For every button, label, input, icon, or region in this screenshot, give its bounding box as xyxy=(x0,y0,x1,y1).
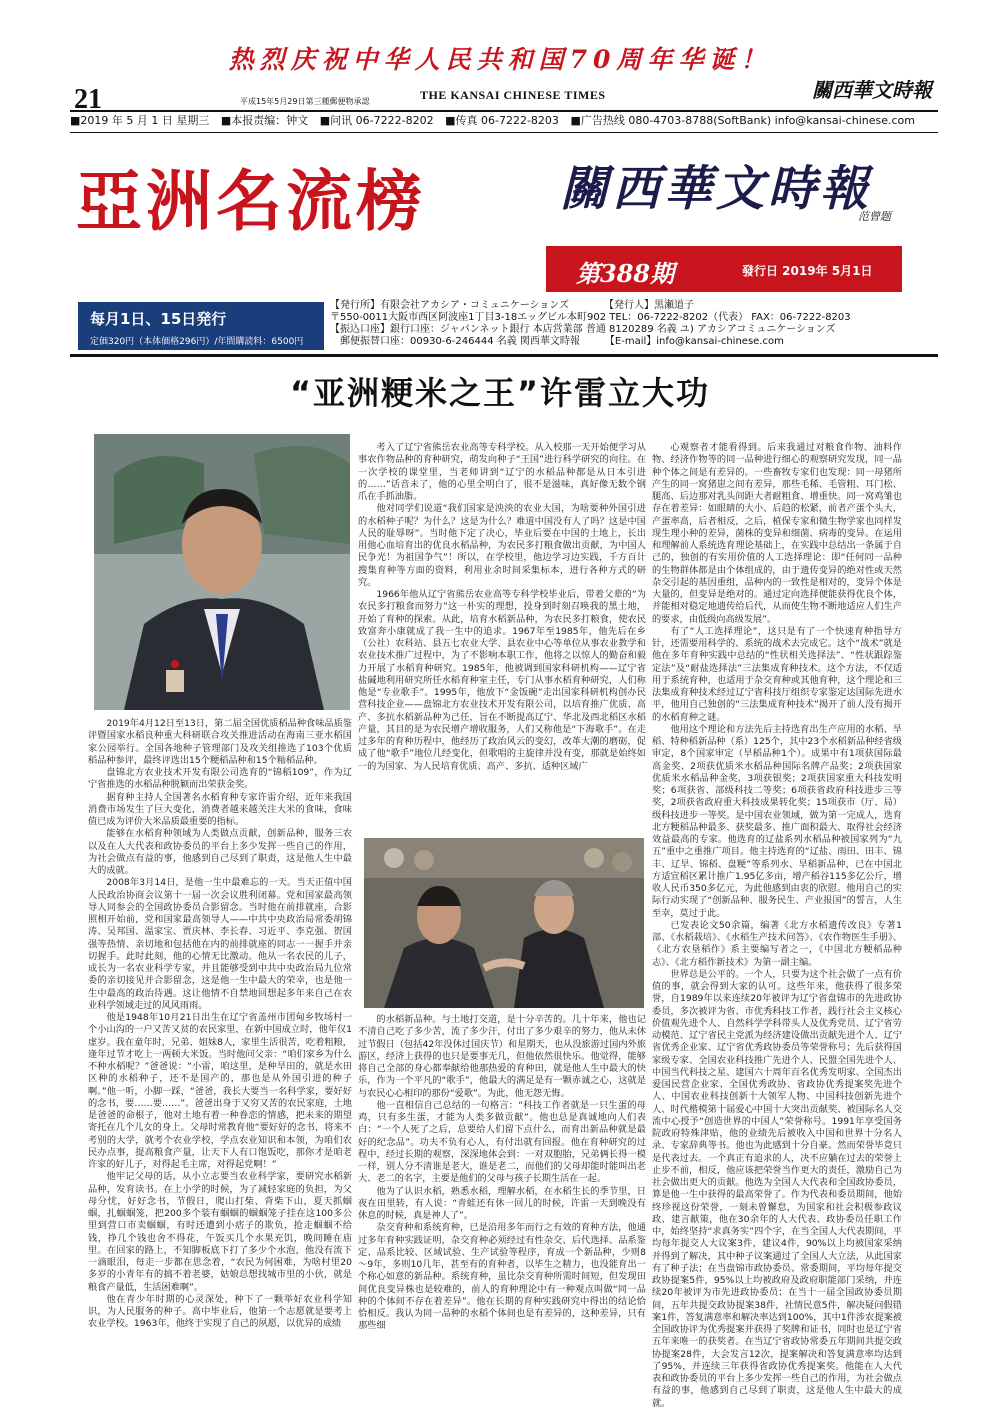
celebration-banner: 热烈庆祝中华人民共和国70周年华诞！ xyxy=(228,45,772,74)
paragraph: 他用这个理论和方法先后主持选育出生产应用的水稻、旱稻、特种稻新品种（系）125个，其中23个水稻新品种经省级审定，8个国家审定（旱稻品种1个）。成果中有1项获国际最高金奖、2项获优质米水稻品种国际名牌产品奖；2项获国家优质米水稻品种金奖，3项获银奖；2项获国家重大科技发明奖；6项获省、部级科技二等奖；6项获省政府科技进步三等奖，2项获省政府重大科技成果转化奖；15项获市（厅、局）级科技进步一等奖。是中国农业领域，做为第一完成人，选育北方粳稻品种最多、获奖最多、推广面积最大、取得社会经济效益最高的专家。他选育的辽盐系列水稻品种被国家列为“九五”重中之重推广项目。他主持选育的“辽盐、雨田、田丰、锦丰、辽旱、锦稻、盘粳”等系列水、旱稻新品种，已在中国北方适宜稻区累计推广1.95亿多亩，增产稻谷115多亿公斤，增收人民币350多亿元，为此他感到由衷的欣慰。他用自己的实际行动实现了“创新品种、服务民生、产业报国”的誓言，人生至幸，莫过于此。 xyxy=(652,723,902,919)
paragraph: 他对同学们说道“我们国家是泱泱的农业大国，为啥要种外国引进的水稻种子呢？为什么？这是为什么？难道中国没有人了吗？这是中国人民的耻辱呀”。当时他下定了决心，毕业后要在中国的土地上，长出用他心血培育出的优良水稻品种，为农民多打粮食做出贡献，为中国人民争光！为祖国争气”！所以，在学校里，他边学习边实践，千方百计搜集育种等方面的资料，利用业余时间采集标本，进行各种方式的研究。 xyxy=(358,503,646,588)
article-column-2 xyxy=(358,442,646,834)
page-number: 21 xyxy=(74,84,102,115)
paragraph: 他牢记父母的话，从小立志要当农业科学家，要研究水稻新品种，发育读书。在上小学的时候，为了减轻家庭的负担，为父母分忧，好好念书，节假日，爬山打柴、背柴下山，夏天抓蝈蝈，扎蝈蝈笼，把200多个装有蝈蝈的蝈蝈笼子挂在这100多公里到营口市卖蝈蝈，有时还遭到小痞子的欺负，抢走蝈蝈不给钱，挣几个钱也舍不得花，午饭买几个水果充饥，晚间睡在庙里。在回家的路上，不知脚板底下打了多少个水泡，他没有流下一滴眼泪，每走一步都在思念着，“农民为何困难，为啥村里20多岁的小青年有的搞不着老婆，姑娘总想找城市里的小伙，就是粮食产量低，生活困难啊”。 xyxy=(88,1171,352,1293)
paragraph: 心观察者才能看得到。后来我通过对粮食作物、油料作物、经济作物等的同一品种进行细心的观察研究发现，同一品种个体之间是有差异的。一些畜牧专家们也发现：同一母猪所产生的同一窝猪崽之间有差异，那些毛稀、毛管粗、耳门松、腿高、后边那对乳头间距大者耐粗食、增重快。同一窝鸡雏也存在着差异：如眼睛的大小、后趋的松紧，前者产蛋个头大，产蛋率高，后者相反，之后，植保专家和微生物学家也同样发现生理小种的差异，菌株的变异和细菌、病毒的变异。在运用和理解前人系统选育理论基础上，在实践中总结出一条属于自己的，独创的有实用价值的人工选择理论：即“任何同一品种的生物群体都是由个体组成的，由于遗传变异的绝对性或天然杂交引起的基因重组，品种内的一致性是相对的，变异个体是大量的，但变异是绝对的。通过定向选择便能获得优良个体，并能相对稳定地遗传给后代，从而使生物不断地适应人们生产的要求，由低级向高级发展”。 xyxy=(652,442,902,625)
paragraph: 盘锦北方农业技术开发有限公司选育的“锦稻109”，作为辽宁省推选的水稻品种脱颖而出荣获金奖。 xyxy=(88,767,352,791)
paragraph: 已发表论文50余篇，编著《北方水稻遗传改良》专著1部、《水稻栽培》、《水稻生产技术问答》、《农作物医生手册》、《北方农垦稻作》系主要编写者之一，《中国北方粳稻品种志》、《北方稻作新技术》为第一副主编。 xyxy=(652,919,902,968)
divider xyxy=(70,132,938,133)
paragraph: 1966年他从辽宁省熊岳农业高等专科学校毕业后，带着父辈的“为农民多打粮食而努力”这一朴实的理想，投身到时刻召唤我的黑土地，开始了育种的探索。从此，培育水稻新品种，为农民多打粮食，使农民致富奔小康就成了我一生中的追求。1967年至1985年，他先后在乡（公社）农科站、县五七农业大学、县农业中心等单位从事农业教学和农业技术推广过程中，为了不影响本职工作，他将之以惊人的勤奋和毅力开展了水稻育种研究。1985年，他被调到国家科研机构——辽宁省盐碱地利用研究所任水稻育种室主任，专门从事水稻育种研究，人们称他是“专业歌手”。1995年，他放下“金饭碗”走出国家科研机构创办民营科技企业——盘锦北方农业技术开发有限公司，以培育推广优质、高产、多抗水稻新品种为己任，旨在不断提高辽宁、华北及西北稻区水稻产量，其目的是为农民增产增收服务，人们又称他是“下海歌手”。在走过多年的育种历程中，他经历了政治风云的变幻，改革大潮的磨砺，促成了他“歌手”地位几经变化，但歌唱的主旋律并没有变，那就是始终如一的为国家、为人民培育优质、高产、多抗、适种区域广 xyxy=(358,589,646,772)
issue-number: 第388期 xyxy=(576,259,675,288)
inquiry-info: ■问讯 06-7222-8202 xyxy=(319,114,434,127)
postal-permit: 平成15年5月29日第三種郵便物承認 xyxy=(240,97,370,106)
column-title: 亞洲名流榜 xyxy=(76,162,426,240)
masthead-name: 關西華文時報 xyxy=(560,161,873,217)
article-column-4 xyxy=(652,442,902,1409)
paragraph: 他一直相信自己总结的一句格言：“科技工作者就是一只生蛋的母鸡，只有多生蛋，才能为人类多做贡献”。他也总是真诚地向人们表白：“一个人死了之后，总要给人们留下点什么，而育出新品种就是最好的纪念品”。功夫不负有心人，有付出就有回报。他在育种研究的过程中，经过长期的观察，深深地体会到：一对双胞胎，兄弟俩长得一模一样，别人分不清谁是老大，谁是老二，而他们的父母却能时能叫出老大、老二的名字，主要是他们的父母与孩子长期生活在一起。 xyxy=(358,1099,646,1185)
meeting-illustration xyxy=(364,838,644,1008)
paragraph: 能够在水稻育种领域为人类做点贡献，创新品种，服务三农以及在人大代表和政协委员的平台上多少发挥一些自己的作用，为社会做点有益的事，他感到自己尽到了职责，这是他人生中最大的成就。 xyxy=(88,828,352,876)
paragraph: 他在青少年时期的心灵深处，种下了一颗举好农业科学知识，为人民服务的种子。高中毕业后，他第一个志愿就是要考上农业学校。1963年，他终于实现了自己的夙愿，以优异的成绩 xyxy=(88,1293,352,1330)
paragraph: 世界总是公平的。一个人，只要为这个社会做了一点有价值的事，就会得到大家的认可。这些年来，他获得了很多荣誉，自1989年以来连续20年被评为辽宁省盘锦市的先进政协委员，多次被评为省、市优秀科技工作者，践行社会主义核心价值观先进个人、自然科学学科带头人及优秀党员、辽宁省劳动模范、辽宁省民主党派为经济建设做出贡献先进个人、辽宁省优秀企业家、辽宁省优秀政协委员等荣誉称号；先后获得国家级专家、全国农业科技推广先进个人、民盟全国先进个人、中国当代科技之星、建国六十周年百名优秀发明家、全国杰出爱国民营企业家、全国优秀政协、省政协优秀提案奖先进个人、中国农业科技创新十大领军人物、中国科技创新先进个人、时代楷模第十届爱心中国十大突出贡献奖、被国际名人交流中心授予“创造世界的中国人”荣誉称号。1991年享受国务院政府特殊津贴，他的业绩先后被收入中国和世界十分名人录、专家辞典等书。他也为此感到十分自豪。然而荣誉毕竟只是代表过去。一个真正有追求的人，决不应躺在过去的荣誉上止步不前，相反，他应该把荣誉当作更大的责任，激励自己为社会做出更大的贡献。他选为全国人大代表和全国政协委员，算是他一生中获得的最高荣誉了。作为代表和委员期间，他始终珍视这份荣誉，一刻未曾懈怠，为国家和社会积极参政议政、建言献策，他在30余年的人大代表、政协委员任职工作中，始终坚持“求真务实”四个字，在当全国人大代表期间，平均每年提交人大议案3件，建议4件，90%以上均被国家采纳并得到了解决，其中种子议案通过了全国人大立法，从此国家有了种子法；在当盘锦市政协委员、常委期间，平均每年提交政协提案5件，95%以上均被政府及政府职能部门采纳，并连续20年被评为市先进政协委员；在当十一届全国政协委员期间，五年共提交政协提案38件，社情民意5件，解决疑问假错案1件，答复满意率和解决率达到100%，其中1件涉农提案被全国政协评为优秀提案并获得了奖牌和证书，同时也是辽宁省五年来唯一的获奖者。在当辽宁省政协常委五年期间共提交政协提案28件，大会发言12次，提案解决和答复满意率均达到了95%，并连续三年获得省政协优秀提案奖。他能在人大代表和政协委员的平台上多少发挥一些自己的作用，为社会做点有益的事，他感到自己尽到了职责，这是他人生中最大的成就。 xyxy=(652,968,902,1409)
publisher-info xyxy=(330,300,930,348)
issue-date-info: ■2019 年 5 月 1 日 星期三 xyxy=(70,114,210,127)
article-column-3 xyxy=(358,1014,646,1358)
article-headline: “亚洲粳米之王”许雷立大功 xyxy=(289,374,711,412)
paragraph: 据育种主持人全国著名水稻育种专家许雷介绍，近年来我国消费市场发生了巨大变化，消费者越来越关注大米的食味，食味值已成为评价大米品质最重要的指标。 xyxy=(88,791,352,827)
article-column-1 xyxy=(88,718,352,1358)
publisher-line: 【発行所】有限会社アカシア・コミュニケーションズ 【発行人】黒瀬道子 xyxy=(330,300,694,311)
paragraph: 他是1948年10月21日出生在辽宁省盖州市团甸乡牧场村一个小山沟的一户又苦又贫的农民家里，在新中国成立时，他年仅1虚岁。我在童年时，兄弟、姐妹8人，家里生活很苦，吃着粗粮，逢年过节才吃上一两顿大米饭。当时他问父亲：“咱们家乡为什么不种水稻呢？”爸爸说：“小雷，咱这里，是种旱田的，就是水田区种的水稻种子，还不是国产的，那也是从外国引进的种子啊。”他一听，小脚一踩，“爸爸，我长大要当一名科学家，要好好的念书，要……要……”。爸爸出身于又穷又苦的农民家庭，土地是爸爸的命根子，他对土地有着一种眷恋的情感，把未来的期望寄托在几个儿女的身上。父母时常教育他“要好好的念书，将来不考别的大学，就考个农业学校，学点农业知识和本领，为咱们农民办点事，提高粮食产量，让天下人有口饱饭吃，那你才是咱老许家的好儿子，对得起毛主席，对得起党啊！” xyxy=(88,1012,352,1170)
ad-hotline-info: ■广告热线 080-4703-8788(SoftBank) info@kansai-chinese.com xyxy=(570,114,915,127)
publication-price: 定価320円（本体価格296円）/年間購読料：6500円 xyxy=(90,337,304,347)
paragraph: 有了“人工选择理论”，这只是有了一个快速育种指导方针，还需要用科学的、系统的战术去完成它。这个“战术”就是他在多年育种实践中总结的“性状相关选择法”、“性状跟踪鉴定法”及“耐盐选择法”三法集成育种技术。这个方法，不仅适用于系统育种，也适用于杂交育种或其他育种，这个理论和三法集成育种技术经过辽宁省科技厅组织专家鉴定达国际先进水平，他用自己独创的“三法集成育种技术”揭开了前人没有揭开的水稻育种之谜。 xyxy=(652,625,902,723)
fax-info: ■传真 06-7222-8203 xyxy=(445,114,559,127)
issue-date: 發行日 2019年 5月1日 xyxy=(742,264,873,278)
paragraph: 2019年4月12日至13日，第二届全国优质稻品种食味品质鉴评暨国家水稻良种重大科研联合攻关推进活动在海南三亚水稻国家公园举行。全国各地种子管理部门及攻关组推选了103个优质稻品种参评，最终评选出15个粳稻品种和15个籼稻品种。 xyxy=(88,718,352,766)
meeting-photo xyxy=(364,838,644,1008)
paragraph: 的水稻新品种。与土地打交道，是十分辛苦的。几十年来，他也记不清自己吃了多少苦，流了多少汗，付出了多少艰辛的努力，他从未休过节假日（包括42年没休过国庆节）和星期天，也从没旅游过国内外旅游区，经济上获得的也只是要事无几，但他依然很快乐。他觉得，能够将自己全部的身心都奉献给他那热爱的育种田，就是他人生中最大的快乐，作为一个平凡的“歌手”，他最大的满足是有一颗赤诚之心，这就是与农民心心相印的那份“爱歌”。为此，他无怨无悔。 xyxy=(358,1014,646,1099)
portrait-photo xyxy=(94,434,350,710)
editor-info: ■本报责编：钟文 xyxy=(220,114,309,127)
publisher-line: 郵便振替口座：00930-6-246444 名義 関西華文時報 【E-mail】info@kansai-chinese.com xyxy=(330,336,784,347)
paragraph: 2008年3月14日，是他一生中最难忘的一天。当天正值中国人民政治协商会议第十一届一次会议胜利闭幕。党和国家最高领导人同参会的全国政协委员合影留念。当时他在前排就座，合影照相开始前，党和国家最高领导人——中共中央政治局常委胡锦涛、吴邦国、温家宝、贾庆林、李长春、习近平、李克强、贺国强等热情、亲切地和包括他在内的前排就座的同志一一握手并亲切握手。此时此刻，他的心情无比激动。他从一名农民的儿子，成长为一名农业科学专家，并且能够受到中共中央政治局九位常委的亲切接见并合影留念，这是他一生中最大的荣幸，也是他一生中最高的政治待遇。这让他情不自禁地回想起多年来自己在农业科学领域走过的风风雨雨。 xyxy=(88,877,352,1011)
paragraph: 杂交育种和系统育种，已是沿用多年而行之有效的育种方法，他通过多年育种实践证明，杂交育种必须经过有性杂交、后代选择、品系鉴定、品系比较、区域试验、生产试验等程序，育成一个新品种，少则8～9年，多则10几年，甚至有的育种者，以毕生之精力，也没能育出一个称心如意的新品种。系统育种，虽比杂交育种所需时间短，但发现田间优良变异株也是较难的，前人的育种理论中有一种观点叫做“同一品种的个体间不存在着差异”。他在长期的育种实践研究中得出的结论恰恰相反。我认为同一品种的水稻个体间也是有差异的，这种差异，只有那些细 xyxy=(358,1222,646,1332)
english-title: THE KANSAI CHINESE TIMES xyxy=(420,88,606,102)
top-logo: 關西華文時報 xyxy=(812,78,932,102)
issue-box xyxy=(546,246,902,292)
paragraph: 考入了辽宁省熊岳农业高等专科学校。从入校那一天开始便学习从事农作物品种的育种研究，萌发向种子“王国”进行科学研究的向往。在一次学校的课堂里，当老师讲到“辽宁的水稻品种都是从日本引进的……”话音未了，他的心里全明白了，很不是滋味，真好像无数个钢爪在手抓油脂。 xyxy=(358,442,646,502)
publisher-line: 【振込口座】銀行口座：ジャパンネット銀行 本店営業部 普通 8120289 名義 ユ) アカシアコミュニケーションズ xyxy=(330,324,836,335)
info-bar xyxy=(70,112,970,128)
paragraph: 他为了认识水稻，熟悉水稻，理解水稻，在水稻生长的季节里，日夜在田里转，有人说：“青蛙还有休一回儿的时候，许雷一天到晚没有休息的时候，真是神人了”。 xyxy=(358,1185,646,1221)
publication-frequency: 每月1日、15日発行 xyxy=(90,310,227,328)
divider xyxy=(70,354,938,357)
masthead-signature: 范曾题 xyxy=(858,210,891,223)
publisher-line: 〒550-0011大阪市西区阿波座1丁目3-18エッグビル本町902 TEL：06-7222-8202（代表） FAX：06-7222-8203 xyxy=(330,312,851,323)
publication-box xyxy=(78,302,324,350)
portrait-illustration xyxy=(94,434,350,710)
